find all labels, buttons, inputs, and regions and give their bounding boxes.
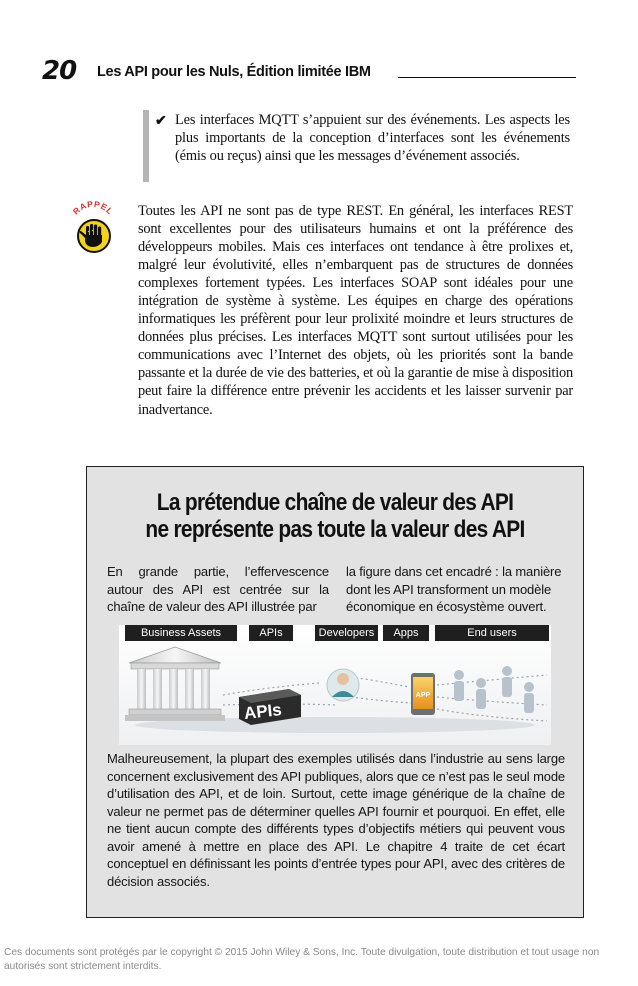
bullet-text: Les interfaces MQTT s’appuient sur des événements. Les aspects les plus importants de la conception d’interfaces sont les événements (émis ou reçus) ainsi que les messages d’événement associés. xyxy=(175,112,570,164)
rappel-icon-label: RAPPEL xyxy=(70,198,116,217)
sidebar-title-line1: La prétendue chaîne de valeur des API xyxy=(156,489,514,516)
sidebar-title-line2: ne représente pas toute la valeur des API xyxy=(145,516,525,543)
sidebar-paragraph: Malheureusement, la plupart des exemples utilisés dans l’industrie au sens large concernent exclusivement des API publiques, alors que ce n’est pas le seul mode d’utilisation des API, et de loin. Surtout, cette image générique de la chaîne de valeur ne permet pas de déterminer quelles API fournir et pourquoi. En effet, elle ne tient aucun compte des différents types d’objectifs métiers qui peuvent vous avoir amené à mettre en place des API. Le chapitre 4 traite de cet écart conceptuel en définissant les points d’entrée types pour API, avec des critères de décision associés. xyxy=(107,751,565,889)
sidebar-intro-left: En grande partie, l’effervescence autour des API est centrée sur la chaîne de valeur des API illustrée par xyxy=(107,564,329,614)
figure-label-developers: Developers xyxy=(318,627,375,639)
app-phone-icon xyxy=(411,673,435,715)
page-header xyxy=(40,58,580,84)
developer-icon xyxy=(327,669,359,701)
copyright-footer: Ces documents sont protégés par le copyright © 2015 John Wiley & Sons, Inc. Toute divulgation, toute distribution et tout usage non autorisés sont strictement interdits. xyxy=(4,947,600,972)
header-rule xyxy=(398,77,576,78)
figure-label-apps: Apps xyxy=(393,627,419,639)
checkmark-icon: ✔ xyxy=(155,114,167,129)
bullet-item xyxy=(143,110,573,182)
sidebar-intro-right: la figure dans cet encadré : la manière dont les API transforment un modèle économique en écosystème ouvert. xyxy=(346,564,562,614)
rappel-icon xyxy=(63,198,121,256)
svg-text:RAPPEL xyxy=(71,199,116,217)
figure-label-apis: APIs xyxy=(259,627,283,639)
figure-label-end-users: End users xyxy=(467,627,517,639)
page-number: 20 xyxy=(42,56,77,86)
api-value-chain-figure xyxy=(119,625,551,745)
rappel-text: Toutes les API ne sont pas de type REST. En général, les interfaces REST sont excellentes pour des utilisateurs humains et ont la préférence des développeurs mobiles. Mais ces interfaces ont tendance à être prolixes et, malgré leur évolutivité, elles n’embarquent pas de structures de données complexes fortement typées. Les interfaces SOAP sont idéales pour une intégration de système à système. Les équipes en charge des opérations informatiques les préfèrent pour leur prolixité moindre et leurs structures de données plus précises. Les interfaces MQTT sont surtout utilisées pour les communications avec l’Internet des objets, où les priorités sont la bande passante et la durée de vie des batteries, et où la garantie de mise à disposition peut faire la différence entre prévenir les accidents et les laisser survenir par inadvertance. xyxy=(138,203,573,418)
apis-block-text: APIs xyxy=(243,700,283,723)
sidebar-title xyxy=(119,489,551,543)
figure-label-business-assets: Business Assets xyxy=(140,627,222,639)
running-title: Les API pour les Nuls, Édition limitée IBM xyxy=(97,64,371,80)
sidebar-box xyxy=(86,466,584,918)
bullet-margin-bar xyxy=(143,110,149,182)
app-text: APP xyxy=(415,692,431,699)
